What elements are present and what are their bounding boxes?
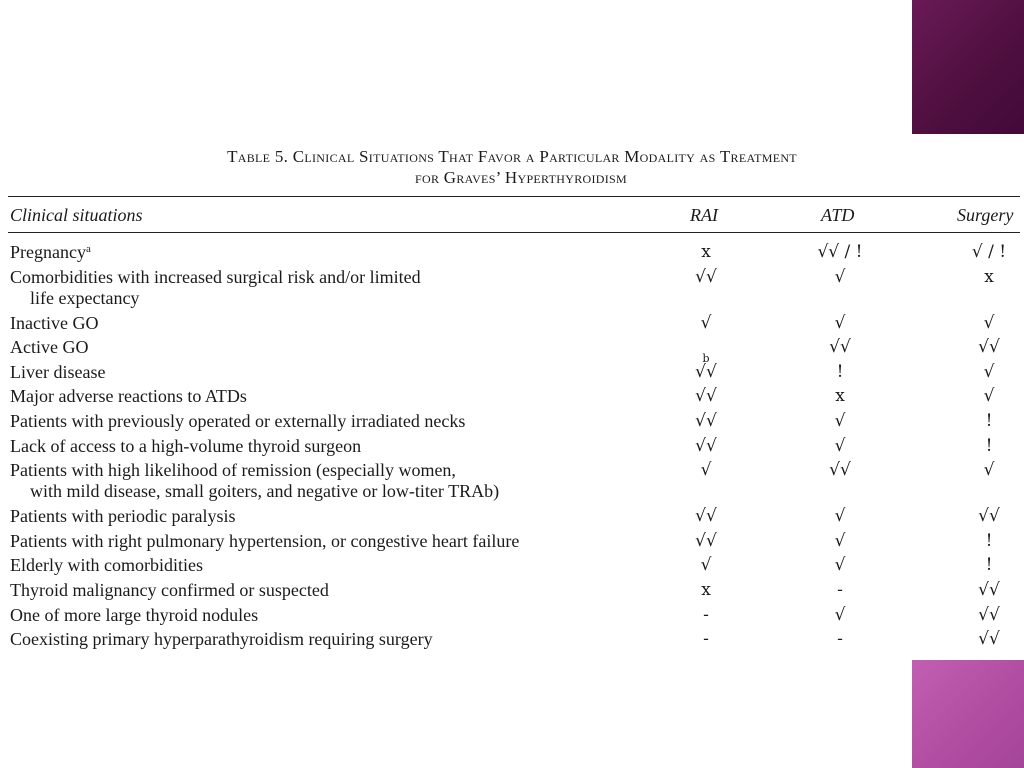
clinical-situation-cell bbox=[10, 580, 670, 601]
surgery-cell-value: √ bbox=[983, 460, 995, 481]
rai-cell bbox=[676, 362, 736, 383]
atd-cell-value: - bbox=[837, 629, 843, 650]
rai-cell-value: x bbox=[701, 242, 711, 262]
table-row bbox=[0, 313, 1024, 338]
rai-cell-value: √ bbox=[700, 312, 712, 333]
atd-cell-value: √√ bbox=[829, 337, 851, 358]
clinical-situation-cell bbox=[10, 506, 670, 527]
surgery-cell bbox=[959, 267, 1019, 288]
clinical-situation-cell bbox=[10, 629, 670, 650]
table-row bbox=[0, 629, 1024, 654]
clinical-situation-cell bbox=[10, 267, 670, 309]
table-row bbox=[0, 460, 1024, 506]
table-row bbox=[0, 386, 1024, 411]
clinical-situation-cell bbox=[10, 362, 670, 383]
clinical-situation-cell bbox=[10, 411, 670, 432]
rai-cell bbox=[676, 605, 736, 626]
surgery-cell bbox=[959, 386, 1019, 407]
clinical-situation-text: Active GO bbox=[10, 337, 89, 358]
rai-cell bbox=[676, 629, 736, 650]
rai-cell-value: √ bbox=[700, 460, 712, 481]
atd-cell-value: √ bbox=[834, 435, 846, 456]
table-title-line-1: Table 5. Clinical Situations That Favor a Particular Modality as Treatment bbox=[227, 147, 797, 166]
surgery-cell-value: √√ bbox=[978, 629, 1000, 650]
column-header-surgery: Surgery bbox=[957, 205, 1014, 225]
atd-cell-value: √√ bbox=[829, 460, 851, 481]
surgery-cell bbox=[959, 337, 1019, 358]
footnote-marker: b bbox=[702, 352, 710, 366]
surgery-cell bbox=[959, 242, 1019, 263]
rai-cell-value: x bbox=[701, 579, 711, 600]
rai-cell-value: √√ bbox=[695, 361, 717, 382]
surgery-cell bbox=[959, 629, 1019, 650]
surgery-cell-value: ! bbox=[985, 555, 993, 576]
atd-cell-value: √ bbox=[834, 506, 846, 527]
atd-cell bbox=[810, 629, 870, 650]
atd-cell bbox=[810, 531, 870, 552]
rai-cell-value: √√ bbox=[695, 410, 717, 431]
rai-cell bbox=[676, 411, 736, 432]
clinical-situation-text: Inactive GO bbox=[10, 312, 99, 333]
atd-cell bbox=[810, 411, 870, 432]
clinical-situation-cell bbox=[10, 460, 670, 502]
surgery-cell bbox=[959, 460, 1019, 481]
rai-cell-value: √√ bbox=[695, 506, 717, 527]
rai-cell bbox=[676, 531, 736, 552]
clinical-situation-cell bbox=[10, 436, 670, 457]
surgery-cell-value: x bbox=[984, 266, 994, 287]
clinical-situation-continuation: with mild disease, small goiters, and negative or low-titer TRAb) bbox=[30, 481, 500, 502]
surgery-cell bbox=[959, 605, 1019, 626]
surgery-cell-value: ! bbox=[985, 435, 993, 456]
table-top-rule bbox=[8, 196, 1020, 197]
rai-cell-value: √√ bbox=[695, 530, 717, 551]
atd-cell bbox=[810, 460, 870, 481]
rai-cell bbox=[676, 555, 736, 576]
atd-cell bbox=[810, 436, 870, 457]
clinical-situation-text: Patients with periodic paralysis bbox=[10, 506, 236, 527]
rai-cell bbox=[676, 337, 736, 366]
rai-cell bbox=[676, 460, 736, 481]
rai-cell bbox=[676, 386, 736, 407]
table-row bbox=[0, 605, 1024, 630]
clinical-situation-text: Pregnancy bbox=[10, 242, 86, 262]
atd-cell-value: √√ / ! bbox=[817, 242, 863, 262]
clinical-situation-cell bbox=[10, 242, 670, 263]
atd-cell bbox=[810, 337, 870, 358]
surgery-cell-value: √ bbox=[983, 386, 995, 407]
atd-cell-value: √ bbox=[834, 312, 846, 333]
rai-cell-value: √√ bbox=[695, 386, 717, 407]
rai-cell-value: - bbox=[703, 604, 709, 625]
table-row bbox=[0, 580, 1024, 605]
rai-cell bbox=[676, 313, 736, 334]
table-header-rule bbox=[8, 232, 1020, 233]
surgery-cell-value: √ / ! bbox=[971, 242, 1007, 262]
surgery-cell-value: √√ bbox=[978, 579, 1000, 600]
table-row bbox=[0, 411, 1024, 436]
clinical-situation-text: Elderly with comorbidities bbox=[10, 555, 203, 576]
table-row bbox=[0, 362, 1024, 387]
atd-cell bbox=[810, 313, 870, 334]
surgery-cell-value: √ bbox=[983, 312, 995, 333]
clinical-situation-text: Coexisting primary hyperparathyroidism requiring surgery bbox=[10, 629, 433, 650]
surgery-cell-value: ! bbox=[985, 410, 993, 431]
table-row bbox=[0, 531, 1024, 556]
surgery-cell bbox=[959, 313, 1019, 334]
table-row bbox=[0, 555, 1024, 580]
atd-cell-value: ! bbox=[836, 361, 844, 382]
rai-cell bbox=[676, 506, 736, 527]
atd-cell bbox=[810, 506, 870, 527]
atd-cell bbox=[810, 242, 870, 263]
rai-cell bbox=[676, 436, 736, 457]
atd-cell bbox=[810, 580, 870, 601]
table-row bbox=[0, 267, 1024, 313]
atd-cell-value: √ bbox=[834, 530, 846, 551]
clinical-situation-cell bbox=[10, 531, 670, 552]
clinical-situation-text: Patients with right pulmonary hypertension, or congestive heart failure bbox=[10, 530, 520, 551]
clinical-situation-cell bbox=[10, 605, 670, 626]
table-title-line-2: for Graves’ Hyperthyroidism bbox=[415, 168, 627, 187]
clinical-situation-text: Liver disease bbox=[10, 361, 106, 382]
atd-cell bbox=[810, 386, 870, 407]
atd-cell-value: √ bbox=[834, 266, 846, 287]
rai-cell-value: √√ bbox=[695, 266, 717, 287]
surgery-cell bbox=[959, 411, 1019, 432]
rai-cell bbox=[676, 580, 736, 601]
clinical-situation-text: One of more large thyroid nodules bbox=[10, 604, 259, 625]
clinical-situation-continuation: life expectancy bbox=[30, 287, 140, 308]
surgery-cell bbox=[959, 531, 1019, 552]
clinical-situation-text: Lack of access to a high-volume thyroid surgeon bbox=[10, 435, 362, 456]
atd-cell bbox=[810, 267, 870, 288]
surgery-cell bbox=[959, 506, 1019, 527]
footnote-marker: a bbox=[85, 243, 91, 255]
surgery-cell bbox=[959, 362, 1019, 383]
atd-cell-value: √ bbox=[834, 555, 846, 576]
rai-cell-value: √√ bbox=[695, 435, 717, 456]
surgery-cell bbox=[959, 436, 1019, 457]
clinical-situation-cell bbox=[10, 313, 670, 334]
table-body bbox=[0, 242, 1024, 654]
clinical-situation-cell bbox=[10, 337, 670, 358]
atd-cell bbox=[810, 362, 870, 383]
table-row bbox=[0, 337, 1024, 366]
clinical-situation-text: Major adverse reactions to ATDs bbox=[10, 386, 247, 407]
atd-cell bbox=[810, 605, 870, 626]
decorative-square-bottom bbox=[912, 660, 1024, 768]
rai-cell-value: √ bbox=[700, 555, 712, 576]
clinical-situation-cell bbox=[10, 386, 670, 407]
table-row bbox=[0, 506, 1024, 531]
clinical-situation-text: Comorbidities with increased surgical risk and/or limited bbox=[10, 266, 421, 287]
table-row bbox=[0, 242, 1024, 267]
table-title bbox=[0, 146, 1024, 188]
column-header-rai: RAI bbox=[690, 205, 718, 225]
table-row bbox=[0, 436, 1024, 461]
surgery-cell bbox=[959, 555, 1019, 576]
atd-cell-value: √ bbox=[834, 410, 846, 431]
clinical-situation-text: Thyroid malignancy confirmed or suspected bbox=[10, 579, 329, 600]
surgery-cell-value: ! bbox=[985, 530, 993, 551]
clinical-situation-text: Patients with previously operated or externally irradiated necks bbox=[10, 410, 466, 431]
atd-cell-value: √ bbox=[834, 604, 846, 625]
rai-cell bbox=[676, 267, 736, 288]
surgery-cell bbox=[959, 580, 1019, 601]
clinical-situation-cell bbox=[10, 555, 670, 576]
atd-cell-value: x bbox=[835, 386, 845, 407]
rai-cell bbox=[676, 242, 736, 263]
surgery-cell-value: √√ bbox=[978, 604, 1000, 625]
clinical-situation-text: Patients with high likelihood of remission (especially women, bbox=[10, 460, 456, 481]
atd-cell-value: - bbox=[837, 579, 843, 600]
column-header-atd: ATD bbox=[821, 205, 855, 225]
decorative-square-top bbox=[912, 0, 1024, 134]
surgery-cell-value: √√ bbox=[978, 337, 1000, 358]
atd-cell bbox=[810, 555, 870, 576]
surgery-cell-value: √ bbox=[983, 361, 995, 382]
rai-cell-value: - bbox=[703, 629, 709, 650]
surgery-cell-value: √√ bbox=[978, 506, 1000, 527]
column-header-situations: Clinical situations bbox=[10, 205, 143, 225]
